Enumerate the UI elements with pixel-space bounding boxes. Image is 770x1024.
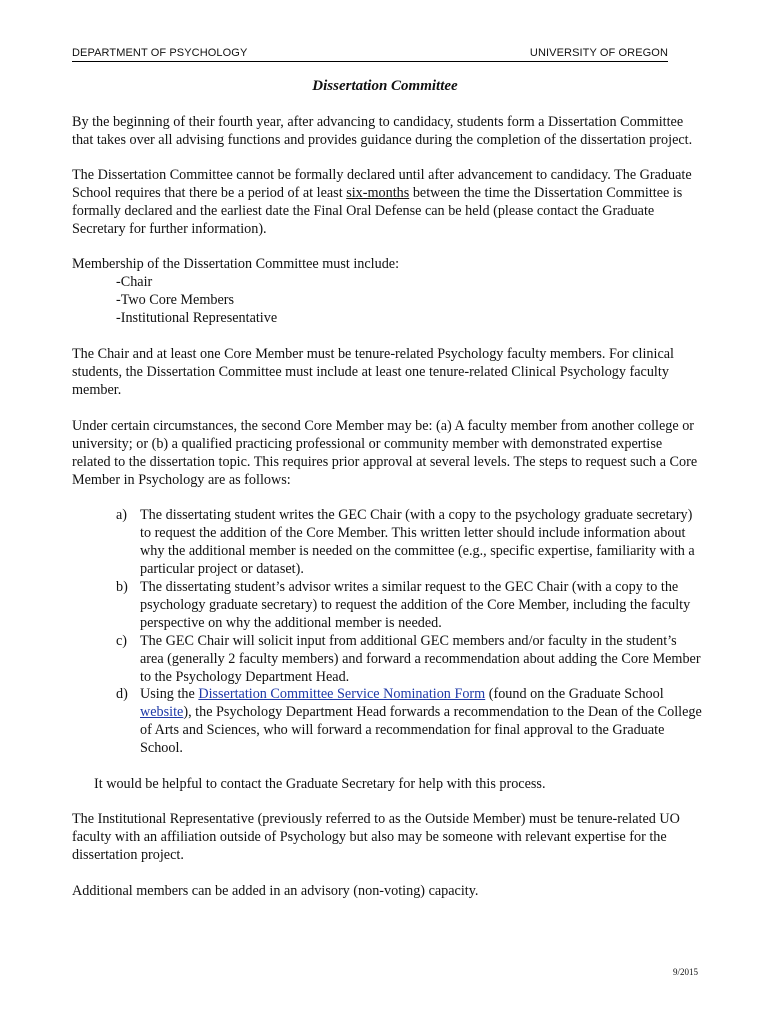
step-text: The dissertating student writes the GEC Chair (with a copy to the psychology graduate secretary) to request the addition of the Core Member. This written letter should include information about why the additional member is needed on the committee (e.g., specific expertise, familiarity with a particular project or dataset). [140,507,695,578]
membership-block [72,256,702,328]
list-item [72,579,702,633]
graduate-school-website-link[interactable]: website [140,704,184,721]
header-university: UNIVERSITY OF OREGON [529,47,668,59]
list-item [72,686,702,758]
step-text-before: Using the [140,686,199,703]
member-item-core: -Two Core Members [116,292,234,309]
membership-intro: Membership of the Dissertation Committee must include: [72,256,400,273]
page-header [72,47,668,62]
declaration-paragraph [72,167,702,239]
footer-date: 9/2015 [672,967,698,977]
step-marker: b) [116,579,128,596]
step-text-after: ), the Psychology Department Head forwards a recommendation to the Dean of the College of Arts and Sciences, who will forward a recommendation for final approval to the Graduate School. [140,704,702,757]
list-item [72,507,702,579]
step-marker: c) [116,632,128,649]
nomination-form-link[interactable]: Dissertation Committee Service Nomination Form [198,686,486,703]
helpful-note: It would be helpful to contact the Graduate Secretary for help with this process. [94,776,546,793]
step-text: The dissertating student’s advisor writes a similar request to the GEC Chair (with a copy to the psychology graduate secretary) to request the addition of the Core Member, including the faculty perspective on why the additional member is needed. [140,579,691,631]
member-item-chair: -Chair [116,274,153,291]
declaration-text-before: The Dissertation Committee cannot be formally declared until after advancement to candidacy. The Graduate School requires that there be a period of at least [72,166,692,201]
chair-rule-paragraph: The Chair and at least one Core Member must be tenure-related Psychology faculty members. For clinical students, the Dissertation Committee must include at least one tenure-related Clinical Psychology faculty member. [72,346,674,398]
member-item-institutional: -Institutional Representative [116,310,278,327]
step-marker: d) [116,686,128,703]
steps-list [72,507,702,758]
list-item [72,633,702,687]
document-body [72,114,702,901]
intro-paragraph: By the beginning of their fourth year, after advancing to candidacy, students form a Dissertation Committee that takes over all advising functions and provides guidance during the completion of the dissertation project. [72,114,693,148]
page-title: Dissertation Committee [312,78,458,94]
institutional-paragraph: The Institutional Representative (previously referred to as the Outside Member) must be tenure-related UO faculty with an affiliation outside of Psychology but also may be someone with relevant expertise for the dissertation project. [72,811,680,863]
additional-members-paragraph: Additional members can be added in an advisory (non-voting) capacity. [72,882,479,899]
header-department: DEPARTMENT OF PSYCHOLOGY [72,47,248,59]
declaration-text-after: between the time the Dissertation Committee is formally declared and the earliest date the Final Oral Defense can be held (please contact the Graduate Secretary for further information). [72,184,683,237]
step-marker: a) [116,507,128,524]
step-text-middle: (found on the Graduate School [485,686,664,703]
circumstances-paragraph: Under certain circumstances, the second Core Member may be: (a) A faculty member from another college or university; or (b) a qualified practicing professional or community member with demonstrated expertise related to the dissertation topic. This requires prior approval at several levels. The steps to request such a Core Member in Psychology are as follows: [72,417,698,488]
step-text: The GEC Chair will solicit input from additional GEC members and/or faculty in the student’s area (generally 2 faculty members) and forward a recommendation about adding the Core Member to the Psychology Department Head. [140,632,701,685]
six-months-emphasis: six-months [346,184,410,201]
